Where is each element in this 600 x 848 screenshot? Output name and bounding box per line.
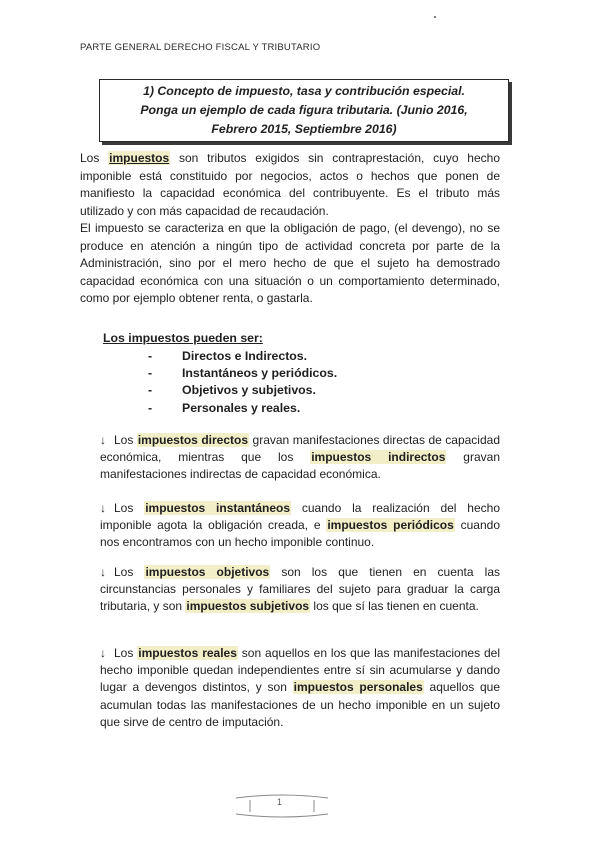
bullet-text: son los que tienen en cuenta las circunstancias personales y familiares del sujeto para graduar la carga tributaria, y son	[100, 565, 500, 614]
highlight-term: impuestos periódicos	[327, 518, 454, 533]
bullet-text: gravan manifestaciones indirectas de capacidad económica.	[100, 450, 500, 482]
bullet-text: son aquellos en los que las manifestaciones del hecho imponible quedan independientes entre sí sin acumularse y dando lugar a devengos distintos, y son	[100, 646, 500, 695]
bullet-text: aquellos que acumulan todas las manifestaciones de un hecho imponible en un sujeto que sirve de centro de imputación.	[100, 680, 501, 729]
types-list	[148, 348, 337, 417]
bullet-text: Los	[114, 433, 137, 447]
highlight-term: impuestos directos	[137, 433, 249, 447]
intro-lead: Los	[80, 151, 109, 165]
list-item-text: Objetivos y subjetivos.	[182, 383, 316, 398]
bullet-text: Los	[114, 565, 145, 579]
bullet-text: cuando la realización del hecho imponible agota la obligación creada, e	[100, 501, 500, 533]
bullet-text: Los	[114, 501, 145, 515]
title-line-2: Ponga un ejemplo de cada figura tributaria. (Junio 2016,	[140, 103, 468, 117]
highlight-term: impuestos reales	[138, 646, 237, 660]
bullet-instantaneos	[100, 500, 500, 552]
bullet-objetivos	[100, 564, 500, 616]
highlight-term: impuestos indirectos	[311, 450, 446, 465]
list-item-text: Instantáneos y periódicos.	[182, 366, 338, 381]
question-title-box	[99, 79, 509, 142]
bullet-directos	[100, 432, 500, 484]
page-number: 1	[277, 797, 283, 807]
arrow-bullet-icon: ↓	[100, 646, 106, 660]
arrow-bullet-icon: ↓	[100, 433, 106, 447]
page-header: PARTE GENERAL DERECHO FISCAL Y TRIBUTARIO	[80, 42, 321, 53]
scan-dot	[434, 16, 436, 18]
types-heading: Los impuestos pueden ser:	[103, 331, 263, 345]
highlight-term: impuestos personales	[293, 680, 423, 695]
bullet-text: Los	[114, 646, 138, 660]
list-item-text: Personales y reales.	[182, 400, 301, 415]
bullet-reales	[100, 645, 500, 731]
list-item: - Instantáneos y periódicos.	[148, 365, 337, 382]
bullet-text: cuando nos encontramos con un hecho imponible continuo.	[100, 518, 500, 550]
bullet-text: los que sí las tienen en cuenta.	[310, 599, 479, 614]
arrow-bullet-icon: ↓	[100, 501, 106, 515]
intro-paragraph	[80, 150, 500, 220]
intro-term: impuestos	[109, 151, 170, 165]
highlight-term: impuestos subjetivos	[186, 599, 310, 614]
bullet-text: gravan manifestaciones directas de capacidad económica, mientras que los	[100, 433, 500, 465]
list-item: - Directos e Indirectos.	[148, 348, 337, 365]
highlight-term: impuestos instantáneos	[145, 501, 291, 515]
title-line-3: Febrero 2015, Septiembre 2016)	[211, 122, 397, 136]
highlight-term: impuestos objetivos	[145, 565, 270, 579]
title-line-1: 1) Concepto de impuesto, tasa y contribución especial.	[143, 84, 465, 98]
list-item: - Objetivos y subjetivos.	[148, 382, 337, 399]
list-item-text: Directos e Indirectos.	[182, 349, 308, 363]
intro-rest: son tributos exigidos sin contraprestación, cuyo hecho imponible está constituido por negocios, actos o hechos que ponen de manifiesto la capacidad económica del contribuyente. Es el tributo más utilizado y con más capacidad de recaudación.	[80, 151, 500, 218]
devengo-paragraph: El impuesto se caracteriza en que la obligación de pago, (el devengo), no se produce en atención a ningún tipo de actividad concreta por parte de la Administración, sino por el mero hecho de que el sujeto ha demostrado capacidad económica con una situación o un comportamiento determinado, como por ejemplo obtener renta, o gastarla.	[80, 221, 500, 305]
arrow-bullet-icon: ↓	[100, 565, 106, 579]
list-item: - Personales y reales.	[148, 400, 337, 417]
